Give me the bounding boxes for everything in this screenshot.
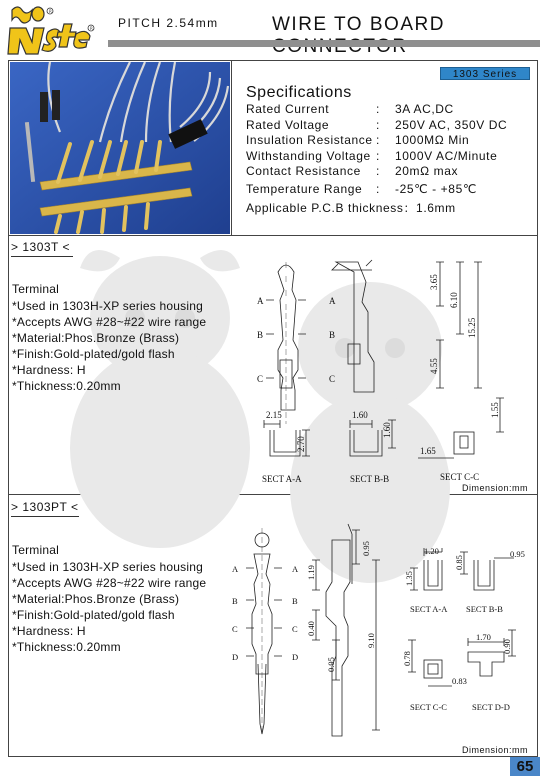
spec-label: Insulation Resistance xyxy=(246,133,373,148)
sect-label: SECT C-C xyxy=(410,702,447,712)
dim-label: 3.65 xyxy=(429,274,439,290)
terminal-notes-1303pt xyxy=(12,542,206,655)
sect-label: SECT B-B xyxy=(350,474,390,484)
spec-value: 250V AC, 350V DC xyxy=(395,117,508,132)
spec-value: 3A AC,DC xyxy=(395,102,454,116)
spec-divider xyxy=(231,60,232,235)
spec-row xyxy=(246,149,507,165)
spec-label: Temperature Range xyxy=(246,181,363,196)
spec-colon: : xyxy=(376,102,380,116)
terminal-notes-1303t xyxy=(12,281,206,394)
dim-label: 1.35 xyxy=(404,571,414,586)
dim-label: 4.55 xyxy=(429,358,439,374)
dim-label: 2.70 xyxy=(296,436,306,452)
dim-label: 1.60 xyxy=(352,410,368,420)
dim-label: 1.60 xyxy=(382,422,392,438)
section-marker-d: D xyxy=(232,652,239,662)
sect-label: SECT C-C xyxy=(440,472,480,482)
section-marker-b: B xyxy=(257,330,264,340)
svg-text:R: R xyxy=(49,9,52,14)
dim-label: 0.95 xyxy=(361,541,371,556)
spec-colon: : xyxy=(376,133,380,148)
dim-label: 1.19 xyxy=(306,565,316,580)
nstech-logo xyxy=(6,2,98,60)
dimension-note-1: Dimension:mm xyxy=(462,483,529,493)
note-line: Terminal xyxy=(12,282,59,296)
dim-label: 0.85 xyxy=(454,555,464,570)
dim-label: 1.65 xyxy=(420,446,436,456)
page-title: WIRE TO BOARD xyxy=(272,14,445,35)
dim-label: 9.10 xyxy=(366,633,376,648)
spec-value: 1000V AC/Minute xyxy=(395,148,498,163)
pitch-label: PITCH 2.54mm xyxy=(118,16,219,30)
note-line: *Hardness: H xyxy=(12,363,86,377)
spec-row xyxy=(246,182,507,198)
spec-label: Contact Resistance xyxy=(246,164,361,179)
section-marker-a: A xyxy=(232,564,239,574)
note-line: *Accepts AWG #28~#22 wire range xyxy=(12,576,207,590)
product-photo xyxy=(10,62,230,234)
sect-label: SECT A-A xyxy=(262,474,302,484)
spec-colon: : xyxy=(376,117,380,132)
spec-row xyxy=(246,102,507,118)
dim-label: 1.55 xyxy=(490,402,500,418)
dim-label: 0.90 xyxy=(502,639,512,654)
section-marker-c: C xyxy=(232,624,238,634)
section-marker-c: C xyxy=(292,624,298,634)
spec-value: 1000MΩ Min xyxy=(395,133,470,148)
spec-row xyxy=(246,164,507,180)
spec-value: 20mΩ max xyxy=(395,164,459,179)
sect-label: SECT B-B xyxy=(466,604,503,614)
note-line: *Used in 1303H-XP series housing xyxy=(12,299,203,313)
spec-value: -25℃ - +85℃ xyxy=(395,181,477,196)
dimension-note-2: Dimension:mm xyxy=(462,745,529,755)
dim-label: 1.20 xyxy=(424,546,439,556)
section-marker-b: B xyxy=(292,596,298,606)
spec-colon: : xyxy=(376,164,380,179)
section-marker-b: B xyxy=(232,596,238,606)
spec-colon: : xyxy=(376,181,380,196)
note-line: *Hardness: H xyxy=(12,624,86,638)
section-marker-a: A xyxy=(329,296,336,306)
note-line: *Accepts AWG #28~#22 wire range xyxy=(12,315,207,329)
heading-underline xyxy=(11,256,73,257)
section-marker-b: B xyxy=(329,330,336,340)
sect-label: SECT D-D xyxy=(472,702,510,712)
page-number: 65 xyxy=(510,757,540,776)
spec-list xyxy=(246,102,507,198)
section-divider-1 xyxy=(8,235,538,236)
dim-label: 0.78 xyxy=(402,651,412,666)
section-marker-c: C xyxy=(257,374,264,384)
note-line: *Finish:Gold-plated/gold flash xyxy=(12,347,175,361)
section-marker-a: A xyxy=(257,296,264,306)
heading-underline xyxy=(11,516,79,517)
spec-row xyxy=(246,133,507,149)
series-badge: 1303 Series xyxy=(440,67,530,80)
dim-label: 0.95 xyxy=(326,657,336,672)
section-marker-d: D xyxy=(292,652,299,662)
dim-label: 15.25 xyxy=(467,317,477,338)
sect-label: SECT A-A xyxy=(410,604,448,614)
note-line: *Finish:Gold-plated/gold flash xyxy=(12,608,175,622)
dim-label: 6.10 xyxy=(449,292,459,308)
spec-row xyxy=(246,118,507,134)
spec-label: Rated Current xyxy=(246,102,330,116)
note-line: *Thickness:0.20mm xyxy=(12,379,121,393)
note-line: *Material:Phos.Bronze (Brass) xyxy=(12,331,180,345)
note-line: *Used in 1303H-XP series housing xyxy=(12,560,203,574)
dim-label: 0.95 xyxy=(510,549,525,559)
section-marker-a: A xyxy=(292,564,299,574)
note-line: *Material:Phos.Bronze (Brass) xyxy=(12,592,180,606)
svg-text:R: R xyxy=(90,26,93,31)
dim-label: 2.15 xyxy=(266,410,282,420)
dim-label: 0.40 xyxy=(306,621,316,636)
note-line: *Thickness:0.20mm xyxy=(12,640,121,654)
spec-colon: : xyxy=(376,148,380,163)
spec-label: Withstanding Voltage xyxy=(246,148,371,163)
specifications-title: Specifications xyxy=(246,84,352,101)
note-line: Terminal xyxy=(12,543,59,557)
section-marker-c: C xyxy=(329,374,336,384)
spec-label: Rated Voltage xyxy=(246,117,330,132)
title-underline-bar xyxy=(108,40,540,47)
section-heading-1303t: > 1303T < xyxy=(11,240,70,254)
section-heading-1303pt: > 1303PT < xyxy=(11,500,79,514)
dim-label: 0.83 xyxy=(452,676,467,686)
dim-label: 1.70 xyxy=(476,632,491,642)
spec-pcb-thickness: Applicable P.C.B thickness：1.6mm xyxy=(246,201,456,215)
